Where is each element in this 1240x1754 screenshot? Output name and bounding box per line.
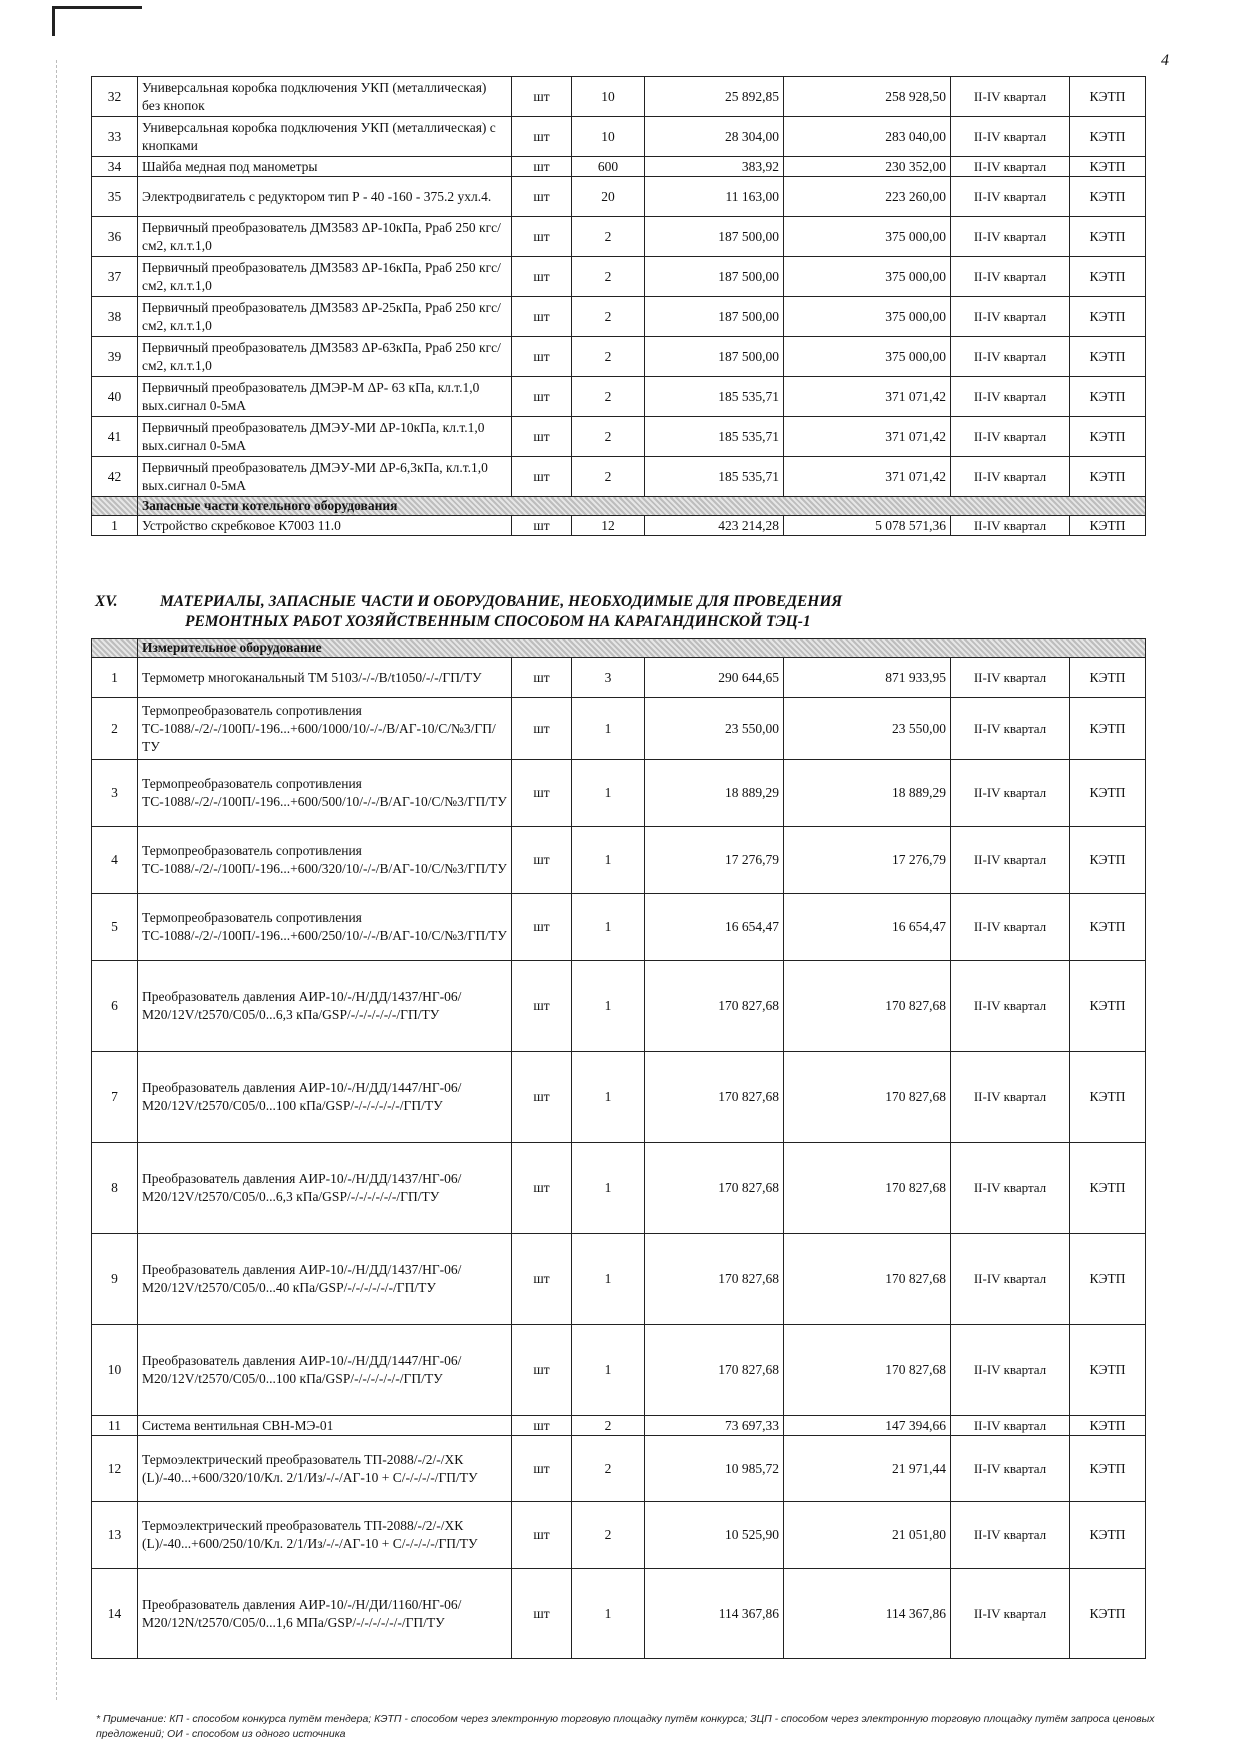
row-number-cell: 10 [92, 1325, 138, 1416]
item-name-cell: Термометр многоканальный ТМ 5103/-/-/В/t1050/-/-/ГП/ТУ [138, 658, 512, 698]
row-number-cell: 1 [92, 658, 138, 698]
delivery-period-cell: II-IV квартал [951, 698, 1070, 760]
unit-cell: шт [512, 157, 572, 177]
table-row [92, 457, 1146, 497]
unit-price-cell: 16 654,47 [645, 894, 784, 961]
procurement-method-cell: КЭТП [1070, 961, 1146, 1052]
unit-price-cell: 383,92 [645, 157, 784, 177]
total-sum-cell: 371 071,42 [784, 457, 951, 497]
quantity-cell: 1 [572, 827, 645, 894]
row-number-cell: 5 [92, 894, 138, 961]
total-sum-cell: 170 827,68 [784, 961, 951, 1052]
row-number-cell: 9 [92, 1234, 138, 1325]
procurement-method-cell: КЭТП [1070, 77, 1146, 117]
total-sum-cell: 375 000,00 [784, 257, 951, 297]
total-sum-cell: 21 051,80 [784, 1502, 951, 1569]
quantity-cell: 1 [572, 1234, 645, 1325]
total-sum-cell: 170 827,68 [784, 1052, 951, 1143]
delivery-period-cell: II-IV квартал [951, 417, 1070, 457]
quantity-cell: 1 [572, 1052, 645, 1143]
unit-cell: шт [512, 1143, 572, 1234]
quantity-cell: 2 [572, 377, 645, 417]
item-name-cell: Термопреобразователь сопротивления ТС-1088/-/2/-/100П/-196...+600/250/10/-/-/В/АГ-10/С/№3/ГП/ТУ [138, 894, 512, 961]
unit-cell: шт [512, 1502, 572, 1569]
delivery-period-cell: II-IV квартал [951, 297, 1070, 337]
item-name-cell: Термопреобразователь сопротивления ТС-1088/-/2/-/100П/-196...+600/1000/10/-/-/В/АГ-10/С/№3/ГП/ТУ [138, 698, 512, 760]
section-heading-line-1: МАТЕРИАЛЫ, ЗАПАСНЫЕ ЧАСТИ И ОБОРУДОВАНИЕ, НЕОБХОДИМЫЕ ДЛЯ ПРОВЕДЕНИЯ [160, 593, 843, 610]
item-name-cell: Преобразователь давления АИР-10/-/Н/ДД/1447/НГ-06/М20/12V/t2570/С05/0...100 кПа/GSP/-/-/-/-/-/-/ГП/ТУ [138, 1052, 512, 1143]
table-row [92, 1143, 1146, 1234]
procurement-method-cell: КЭТП [1070, 698, 1146, 760]
total-sum-cell: 375 000,00 [784, 337, 951, 377]
item-name-cell: Первичный преобразователь ДМЭР-М ΔР- 63 кПа, кл.т.1,0 вых.сигнал 0-5мА [138, 377, 512, 417]
total-sum-cell: 21 971,44 [784, 1436, 951, 1502]
delivery-period-cell: II-IV квартал [951, 257, 1070, 297]
table-row [92, 157, 1146, 177]
row-number-cell: 14 [92, 1569, 138, 1659]
procurement-method-cell: КЭТП [1070, 417, 1146, 457]
table-row [92, 217, 1146, 257]
total-sum-cell: 170 827,68 [784, 1325, 951, 1416]
section-row-measuring-equipment [92, 639, 1146, 658]
unit-price-cell: 187 500,00 [645, 217, 784, 257]
item-name-cell: Термоэлектрический преобразователь ТП-2088/-/2/-/ХК (L)/-40...+600/320/10/Кл. 2/1/Из/-/-/АГ-10 + С/-/-/-/-/ГП/ТУ [138, 1436, 512, 1502]
table-row [92, 516, 1146, 536]
unit-cell: шт [512, 1569, 572, 1659]
section-heading-line-2: РЕМОНТНЫХ РАБОТ ХОЗЯЙСТВЕННЫМ СПОСОБОМ НА КАРАГАНДИНСКОЙ ТЭЦ-1 [185, 613, 811, 630]
footnote: * Примечание: КП - способом конкурса путём тендера; КЭТП - способом через электронную торговую площадку путём конкурса; ЗЦП - способом через электронную торговую площадку путём запроса ценовых предложений; ОИ - способом из одного источника [96, 1713, 1155, 1740]
procurement-method-cell: КЭТП [1070, 157, 1146, 177]
procurement-method-cell: КЭТП [1070, 457, 1146, 497]
total-sum-cell: 871 933,95 [784, 658, 951, 698]
quantity-cell: 1 [572, 760, 645, 827]
unit-price-cell: 25 892,85 [645, 77, 784, 117]
item-name-cell: Первичный преобразователь ДМ3583 ΔР-10кПа, Рраб 250 кгс/см2, кл.т.1,0 [138, 217, 512, 257]
procurement-method-cell: КЭТП [1070, 1569, 1146, 1659]
delivery-period-cell: II-IV квартал [951, 1436, 1070, 1502]
item-name-cell: Первичный преобразователь ДМ3583 ΔР-63кПа, Рраб 250 кгс/см2, кл.т.1,0 [138, 337, 512, 377]
unit-price-cell: 170 827,68 [645, 1234, 784, 1325]
table-row [92, 1502, 1146, 1569]
delivery-period-cell: II-IV квартал [951, 1569, 1070, 1659]
delivery-period-cell: II-IV квартал [951, 457, 1070, 497]
unit-cell: шт [512, 417, 572, 457]
row-number-cell: 42 [92, 457, 138, 497]
unit-price-cell: 11 163,00 [645, 177, 784, 217]
procurement-method-cell: КЭТП [1070, 658, 1146, 698]
delivery-period-cell: II-IV квартал [951, 827, 1070, 894]
table-row [92, 1416, 1146, 1436]
total-sum-cell: 371 071,42 [784, 417, 951, 457]
row-number-cell: 2 [92, 698, 138, 760]
total-sum-cell: 18 889,29 [784, 760, 951, 827]
quantity-cell: 2 [572, 417, 645, 457]
quantity-cell: 1 [572, 698, 645, 760]
procurement-method-cell: КЭТП [1070, 760, 1146, 827]
unit-price-cell: 170 827,68 [645, 1143, 784, 1234]
scan-corner-mark [52, 6, 142, 9]
quantity-cell: 2 [572, 1416, 645, 1436]
unit-cell: шт [512, 257, 572, 297]
total-sum-cell: 170 827,68 [784, 1143, 951, 1234]
item-name-cell: Термопреобразователь сопротивления ТС-1088/-/2/-/100П/-196...+600/320/10/-/-/В/АГ-10/С/№3/ГП/ТУ [138, 827, 512, 894]
delivery-period-cell: II-IV квартал [951, 1143, 1070, 1234]
item-name-cell: Первичный преобразователь ДМ3583 ΔР-16кПа, Рраб 250 кгс/см2, кл.т.1,0 [138, 257, 512, 297]
quantity-cell: 20 [572, 177, 645, 217]
table-row [92, 337, 1146, 377]
row-number-cell: 7 [92, 1052, 138, 1143]
unit-price-cell: 185 535,71 [645, 457, 784, 497]
procurement-method-cell: КЭТП [1070, 894, 1146, 961]
table-row [92, 1436, 1146, 1502]
unit-price-cell: 18 889,29 [645, 760, 784, 827]
unit-price-cell: 170 827,68 [645, 1325, 784, 1416]
unit-cell: шт [512, 760, 572, 827]
procurement-method-cell: КЭТП [1070, 1234, 1146, 1325]
quantity-cell: 3 [572, 658, 645, 698]
section-row-spare-parts [92, 497, 1146, 516]
table-row [92, 961, 1146, 1052]
procurement-method-cell: КЭТП [1070, 257, 1146, 297]
table-row [92, 658, 1146, 698]
quantity-cell: 1 [572, 894, 645, 961]
item-name-cell: Универсальная коробка подключения УКП (металлическая) с кнопками [138, 117, 512, 157]
row-number-cell: 36 [92, 217, 138, 257]
total-sum-cell: 258 928,50 [784, 77, 951, 117]
unit-cell: шт [512, 117, 572, 157]
row-number-cell: 33 [92, 117, 138, 157]
unit-cell: шт [512, 217, 572, 257]
item-name-cell: Первичный преобразователь ДМЭУ-МИ ΔР-6,3кПа, кл.т.1,0 вых.сигнал 0-5мА [138, 457, 512, 497]
unit-price-cell: 17 276,79 [645, 827, 784, 894]
row-number-cell: 38 [92, 297, 138, 337]
item-name-cell: Преобразователь давления АИР-10/-/Н/ДД/1447/НГ-06/М20/12V/t2570/С05/0...100 кПа/GSP/-/-/-/-/-/-/ГП/ТУ [138, 1325, 512, 1416]
item-name-cell: Устройство скребковое К7003 11.0 [138, 516, 512, 536]
procurement-table-top [91, 76, 1146, 536]
total-sum-cell: 170 827,68 [784, 1234, 951, 1325]
table-row [92, 377, 1146, 417]
unit-cell: шт [512, 1416, 572, 1436]
row-number-cell: 40 [92, 377, 138, 417]
item-name-cell: Преобразователь давления АИР-10/-/Н/ДД/1437/НГ-06/М20/12V/t2570/С05/0...40 кПа/GSP/-/-/-/-/-/-/ГП/ТУ [138, 1234, 512, 1325]
unit-price-cell: 185 535,71 [645, 377, 784, 417]
procurement-method-cell: КЭТП [1070, 1052, 1146, 1143]
table-row [92, 257, 1146, 297]
table-row [92, 1052, 1146, 1143]
delivery-period-cell: II-IV квартал [951, 1052, 1070, 1143]
row-number-cell: 41 [92, 417, 138, 457]
unit-cell: шт [512, 177, 572, 217]
delivery-period-cell: II-IV квартал [951, 377, 1070, 417]
total-sum-cell: 147 394,66 [784, 1416, 951, 1436]
delivery-period-cell: II-IV квартал [951, 894, 1070, 961]
unit-cell: шт [512, 297, 572, 337]
delivery-period-cell: II-IV квартал [951, 177, 1070, 217]
row-number-cell: 12 [92, 1436, 138, 1502]
procurement-method-cell: КЭТП [1070, 1436, 1146, 1502]
table-row [92, 1234, 1146, 1325]
unit-price-cell: 28 304,00 [645, 117, 784, 157]
delivery-period-cell: II-IV квартал [951, 961, 1070, 1052]
row-number-cell: 1 [92, 516, 138, 536]
delivery-period-cell: II-IV квартал [951, 77, 1070, 117]
quantity-cell: 12 [572, 516, 645, 536]
quantity-cell: 10 [572, 117, 645, 157]
item-name-cell: Электродвигатель с редуктором тип Р - 40 -160 - 375.2 ухл.4. [138, 177, 512, 217]
procurement-method-cell: КЭТП [1070, 377, 1146, 417]
delivery-period-cell: II-IV квартал [951, 217, 1070, 257]
unit-cell: шт [512, 894, 572, 961]
delivery-period-cell: II-IV квартал [951, 1502, 1070, 1569]
unit-cell: шт [512, 377, 572, 417]
item-name-cell: Термоэлектрический преобразователь ТП-2088/-/2/-/ХК (L)/-40...+600/250/10/Кл. 2/1/Из/-/-/АГ-10 + С/-/-/-/-/ГП/ТУ [138, 1502, 512, 1569]
procurement-method-cell: КЭТП [1070, 1416, 1146, 1436]
scan-corner-mark-vertical [52, 6, 55, 36]
procurement-method-cell: КЭТП [1070, 297, 1146, 337]
unit-cell: шт [512, 1234, 572, 1325]
unit-cell: шт [512, 827, 572, 894]
table-row [92, 827, 1146, 894]
table-row [92, 698, 1146, 760]
quantity-cell: 2 [572, 1436, 645, 1502]
delivery-period-cell: II-IV квартал [951, 1234, 1070, 1325]
item-name-cell: Преобразователь давления АИР-10/-/Н/ДД/1437/НГ-06/М20/12V/t2570/С05/0...6,3 кПа/GSP/-/-/-/-/-/-/ГП/ТУ [138, 961, 512, 1052]
delivery-period-cell: II-IV квартал [951, 760, 1070, 827]
table-row [92, 760, 1146, 827]
quantity-cell: 2 [572, 257, 645, 297]
quantity-cell: 600 [572, 157, 645, 177]
quantity-cell: 1 [572, 961, 645, 1052]
quantity-cell: 2 [572, 337, 645, 377]
section-row-blank [92, 497, 138, 516]
row-number-cell: 32 [92, 77, 138, 117]
item-name-cell: Преобразователь давления АИР-10/-/Н/ДИ/1160/НГ-06/М20/12N/t2570/С05/0...1,6 МПа/GSP/-/-/-/-/-/-/ГП/ТУ [138, 1569, 512, 1659]
unit-cell: шт [512, 1436, 572, 1502]
procurement-method-cell: КЭТП [1070, 516, 1146, 536]
row-number-cell: 4 [92, 827, 138, 894]
row-number-cell: 3 [92, 760, 138, 827]
item-name-cell: Первичный преобразователь ДМЭУ-МИ ΔР-10кПа, кл.т.1,0 вых.сигнал 0-5мА [138, 417, 512, 457]
total-sum-cell: 114 367,86 [784, 1569, 951, 1659]
delivery-period-cell: II-IV квартал [951, 337, 1070, 377]
item-name-cell: Универсальная коробка подключения УКП (металлическая) без кнопок [138, 77, 512, 117]
procurement-method-cell: КЭТП [1070, 117, 1146, 157]
table-row [92, 1325, 1146, 1416]
quantity-cell: 1 [572, 1143, 645, 1234]
unit-cell: шт [512, 658, 572, 698]
unit-price-cell: 10 525,90 [645, 1502, 784, 1569]
total-sum-cell: 17 276,79 [784, 827, 951, 894]
total-sum-cell: 5 078 571,36 [784, 516, 951, 536]
total-sum-cell: 223 260,00 [784, 177, 951, 217]
unit-price-cell: 73 697,33 [645, 1416, 784, 1436]
unit-price-cell: 187 500,00 [645, 337, 784, 377]
quantity-cell: 1 [572, 1325, 645, 1416]
unit-cell: шт [512, 1052, 572, 1143]
unit-cell: шт [512, 961, 572, 1052]
item-name-cell: Преобразователь давления АИР-10/-/Н/ДД/1437/НГ-06/М20/12V/t2570/С05/0...6,3 кПа/GSP/-/-/-/-/-/-/ГП/ТУ [138, 1143, 512, 1234]
quantity-cell: 2 [572, 457, 645, 497]
row-number-cell: 35 [92, 177, 138, 217]
unit-price-cell: 187 500,00 [645, 297, 784, 337]
total-sum-cell: 16 654,47 [784, 894, 951, 961]
delivery-period-cell: II-IV квартал [951, 658, 1070, 698]
quantity-cell: 10 [572, 77, 645, 117]
procurement-method-cell: КЭТП [1070, 1143, 1146, 1234]
table-row [92, 1569, 1146, 1659]
section-title: Измерительное оборудование [138, 639, 1146, 658]
unit-cell: шт [512, 698, 572, 760]
section-heading-number: XV. [95, 593, 118, 610]
unit-price-cell: 114 367,86 [645, 1569, 784, 1659]
unit-price-cell: 187 500,00 [645, 257, 784, 297]
row-number-cell: 6 [92, 961, 138, 1052]
unit-price-cell: 290 644,65 [645, 658, 784, 698]
procurement-method-cell: КЭТП [1070, 337, 1146, 377]
row-number-cell: 39 [92, 337, 138, 377]
quantity-cell: 1 [572, 1569, 645, 1659]
table-row [92, 117, 1146, 157]
binding-edge-line [56, 60, 58, 1700]
unit-price-cell: 10 985,72 [645, 1436, 784, 1502]
unit-cell: шт [512, 77, 572, 117]
unit-price-cell: 185 535,71 [645, 417, 784, 457]
procurement-method-cell: КЭТП [1070, 177, 1146, 217]
table-row [92, 297, 1146, 337]
total-sum-cell: 283 040,00 [784, 117, 951, 157]
total-sum-cell: 375 000,00 [784, 217, 951, 257]
procurement-method-cell: КЭТП [1070, 1502, 1146, 1569]
total-sum-cell: 375 000,00 [784, 297, 951, 337]
row-number-cell: 8 [92, 1143, 138, 1234]
table-row [92, 77, 1146, 117]
quantity-cell: 2 [572, 1502, 645, 1569]
unit-price-cell: 170 827,68 [645, 961, 784, 1052]
row-number-cell: 11 [92, 1416, 138, 1436]
procurement-table-bottom [91, 638, 1146, 1659]
unit-price-cell: 23 550,00 [645, 698, 784, 760]
section-row-blank [92, 639, 138, 658]
item-name-cell: Система вентильная СВН-МЭ-01 [138, 1416, 512, 1436]
row-number-cell: 37 [92, 257, 138, 297]
procurement-method-cell: КЭТП [1070, 827, 1146, 894]
table-row [92, 177, 1146, 217]
unit-cell: шт [512, 337, 572, 377]
row-number-cell: 34 [92, 157, 138, 177]
item-name-cell: Термопреобразователь сопротивления ТС-1088/-/2/-/100П/-196...+600/500/10/-/-/В/АГ-10/С/№3/ГП/ТУ [138, 760, 512, 827]
delivery-period-cell: II-IV квартал [951, 117, 1070, 157]
quantity-cell: 2 [572, 217, 645, 257]
total-sum-cell: 23 550,00 [784, 698, 951, 760]
unit-price-cell: 170 827,68 [645, 1052, 784, 1143]
quantity-cell: 2 [572, 297, 645, 337]
procurement-method-cell: КЭТП [1070, 217, 1146, 257]
unit-cell: шт [512, 1325, 572, 1416]
unit-cell: шт [512, 516, 572, 536]
section-title: Запасные части котельного оборудования [138, 497, 1146, 516]
unit-cell: шт [512, 457, 572, 497]
table-row [92, 417, 1146, 457]
total-sum-cell: 371 071,42 [784, 377, 951, 417]
page-number: 4 [1161, 52, 1169, 69]
total-sum-cell: 230 352,00 [784, 157, 951, 177]
delivery-period-cell: II-IV квартал [951, 157, 1070, 177]
row-number-cell: 13 [92, 1502, 138, 1569]
delivery-period-cell: II-IV квартал [951, 1325, 1070, 1416]
delivery-period-cell: II-IV квартал [951, 516, 1070, 536]
item-name-cell: Шайба медная под манометры [138, 157, 512, 177]
procurement-method-cell: КЭТП [1070, 1325, 1146, 1416]
delivery-period-cell: II-IV квартал [951, 1416, 1070, 1436]
unit-price-cell: 423 214,28 [645, 516, 784, 536]
table-row [92, 894, 1146, 961]
item-name-cell: Первичный преобразователь ДМ3583 ΔР-25кПа, Рраб 250 кгс/см2, кл.т.1,0 [138, 297, 512, 337]
